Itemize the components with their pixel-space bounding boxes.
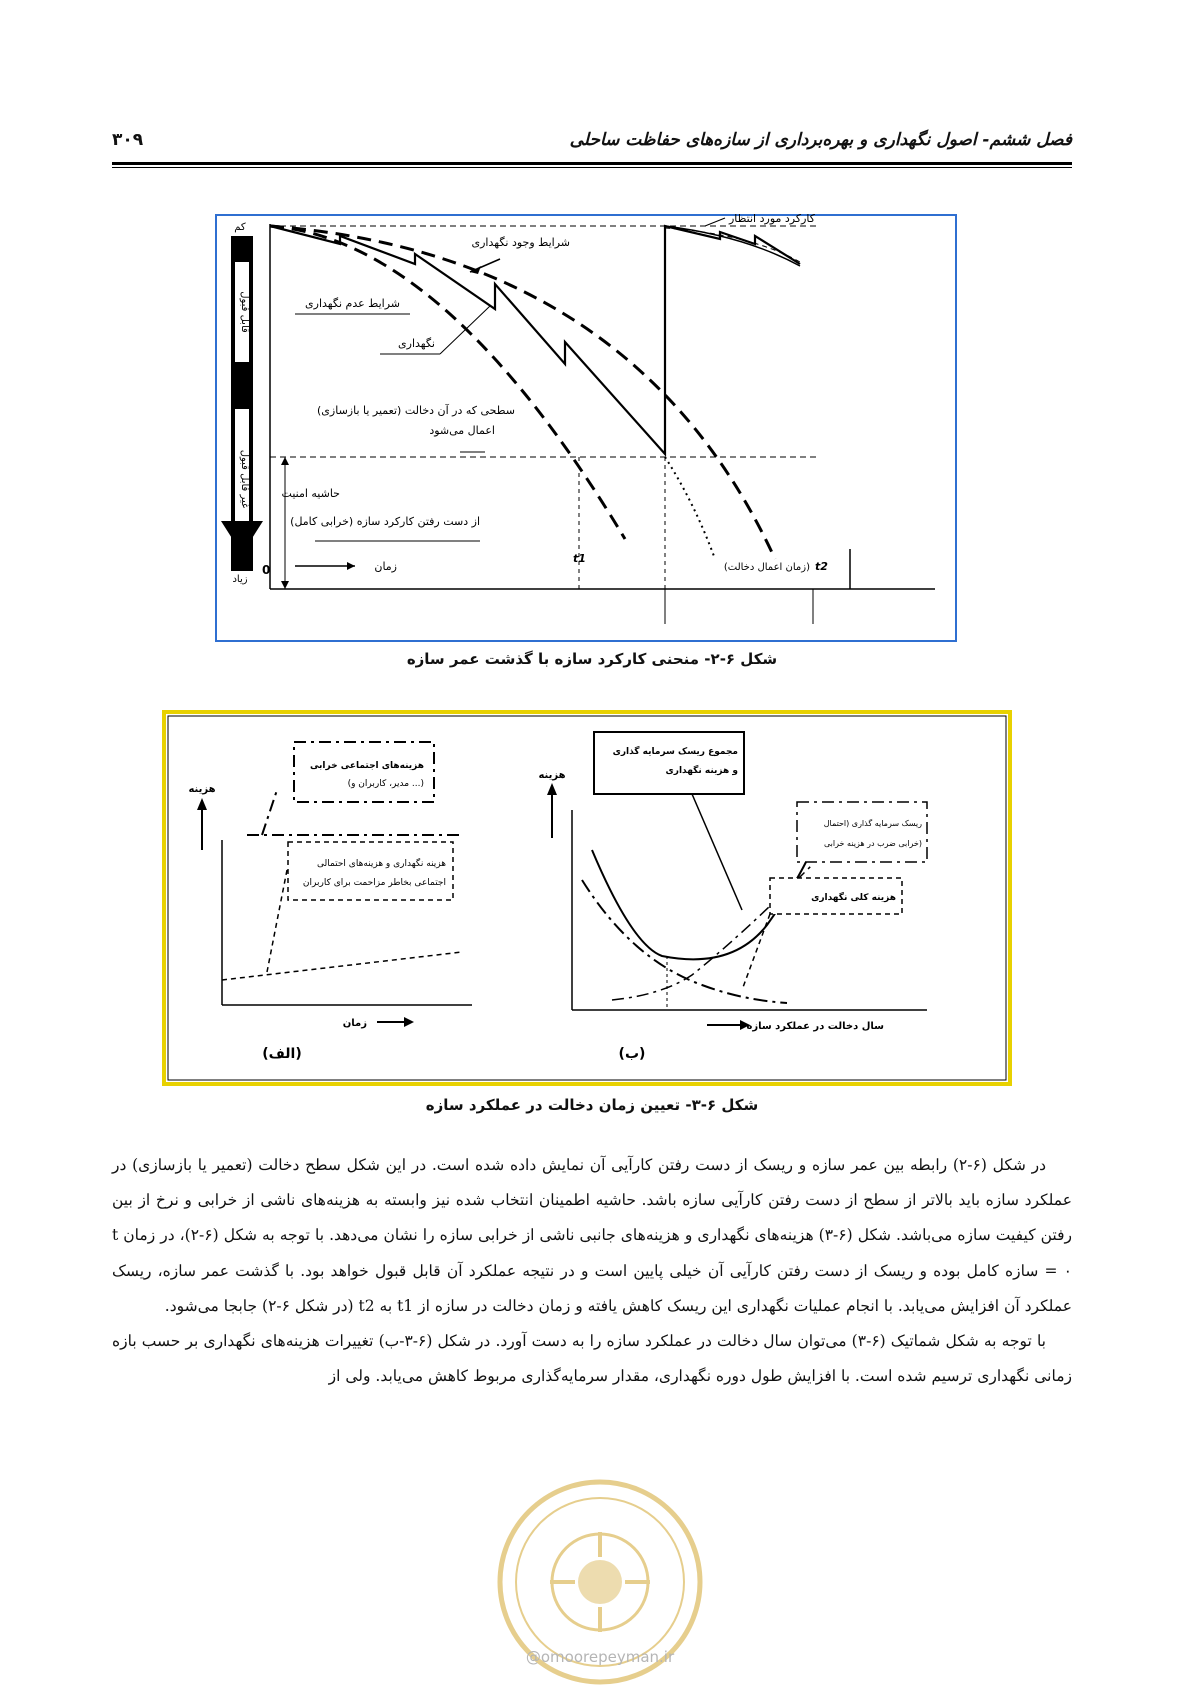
panel-b-box-sum-line2: و هزینه نگهداری: [665, 766, 738, 776]
origin-label: 0: [262, 563, 271, 577]
page-header: [112, 118, 1072, 162]
figure1-frame: [216, 215, 956, 641]
website-footer: @omoorepeyman.ir: [525, 1648, 675, 1666]
t1-label: t1: [573, 552, 586, 565]
y-bottom-label: زیاد: [232, 574, 248, 585]
panel-a-box2-line1: هزینه نگهداری و هزینه‌های احتمالی: [316, 859, 446, 869]
bar-acceptable-label: قابل قبول: [239, 291, 250, 333]
panel-a-box2-line2: اجتماعی بخاطر مزاحمت برای کاربران: [302, 878, 446, 888]
header-rule-thin: [112, 167, 1072, 168]
panel-a-y-label: هزینه: [188, 784, 216, 795]
panel-a-box1-line2: (مدیر، کاربران و ...): [347, 779, 424, 789]
expected-label: کارکرد مورد انتظار: [728, 214, 815, 225]
panel-a-box2: [288, 842, 453, 900]
figure-performance-curve: [215, 214, 957, 642]
body-text: [112, 1148, 1072, 1394]
with-maintenance-label: شرایط وجود نگهداری: [471, 236, 570, 249]
bar-unacceptable-label: غیر قابل قبول: [239, 449, 250, 509]
paragraph-1: در شکل (۶-۲) رابطه بین عمر سازه و ریسک از دست رفتن کارآیی آن نمایش داده شده است. در این شکل سطح دخالت (تعمیر یا بازسازی) در عملکرد سازه باید بالاتر از سطح از دست رفتن کارآیی سازه باشد. حاشیه اطمینان انتخاب شده نیز وابسته به هزینه‌های ناشی از خرابی و نرخ از بین رفتن کیفیت سازه می‌باشد. شکل (۶-۳) هزینه‌های نگهداری و هزینه‌های جانبی ناشی از خرابی سازه را نشان می‌دهد. با توجه به شکل (۶-۲)، در زمان t = ۰ سازه کامل بوده و ریسک از دست رفتن کارآیی آن خیلی پایین است و در نتیجه عملکرد آن قابل قبول خواهد بود. با گذشت عمر سازه، ریسک عملکرد آن افزایش می‌یابد. با انجام عملیات نگهداری این ریسک کاهش یافته و زمان دخالت در سازه از t1 به t2 (در شکل ۶-۲) جابجا می‌شود.: [112, 1156, 1072, 1315]
panel-b-box-sum-line1: مجموع ریسک سرمایه گذاری: [612, 747, 738, 757]
panel-a-x-label: زمان: [342, 1018, 367, 1029]
paragraph-2: با توجه به شکل شماتیک (۶-۳) می‌توان سال دخالت در عملکرد سازه را به دست آورد. در شکل (۶-۳-ب) تغییرات هزینه‌های نگهداری بر حسب بازه زمانی نگهداری ترسیم شده است. با افزایش طول دوره نگهداری، مقدار سرمایه‌گذاری مربوط کاهش می‌یابد. ولی از: [112, 1332, 1072, 1386]
panel-b-label: (ب): [618, 1046, 646, 1062]
t2-label: t2: [815, 560, 828, 573]
panel-b-box-risk-line1: ریسک سرمایه گذاری (احتمال: [823, 819, 922, 828]
failure-label: از دست رفتن کارکرد سازه (خرابی کامل): [290, 515, 480, 528]
panel-b-box-sum: [594, 732, 744, 794]
t2-note: (زمان اعمال دخالت): [723, 562, 810, 573]
panel-b-y-label: هزینه: [538, 770, 566, 781]
panel-b-x-label: سال دخالت در عملکرد سازه: [746, 1021, 884, 1032]
figure2-caption: شکل ۶-۳- تعیین زمان دخالت در عملکرد سازه: [425, 1096, 759, 1114]
panel-b-box-risk-line2: خرابی ضرب در هزینه خرابی): [824, 839, 922, 848]
panel-a-box1: [294, 742, 434, 802]
header-rule: [112, 162, 1072, 165]
safety-margin-label: حاشیه امنیت: [281, 487, 340, 500]
x-axis-label: زمان: [374, 560, 397, 573]
panel-b-box-total-text: هزینه کلی نگهداری: [811, 893, 896, 903]
publisher-seal-watermark: [480, 1462, 720, 1702]
panel-b-box-risk: [797, 802, 927, 862]
no-maintenance-label: شرایط عدم نگهداری: [305, 297, 400, 310]
page-number: ۳۰۹: [112, 130, 144, 150]
panel-a-box1-line1: هزینه‌های اجتماعی خرابی: [309, 761, 424, 771]
chapter-title: فصل ششم- اصول نگهداری و بهره‌برداری از سازه‌های حفاظت ساحلی: [569, 130, 1072, 150]
panel-a-label: (الف): [262, 1046, 302, 1062]
maintenance-label: نگهداری: [398, 337, 435, 350]
figure1-caption: شکل ۶-۲- منحنی کارکرد سازه با گذشت عمر سازه: [406, 650, 778, 668]
intervention-label-2: اعمال می‌شود: [429, 424, 495, 437]
y-top-label: کم: [234, 222, 246, 233]
intervention-label-1: سطحی که در آن دخالت (تعمیر یا بازسازی): [317, 404, 515, 417]
figure-intervention-time: [162, 710, 1012, 1086]
